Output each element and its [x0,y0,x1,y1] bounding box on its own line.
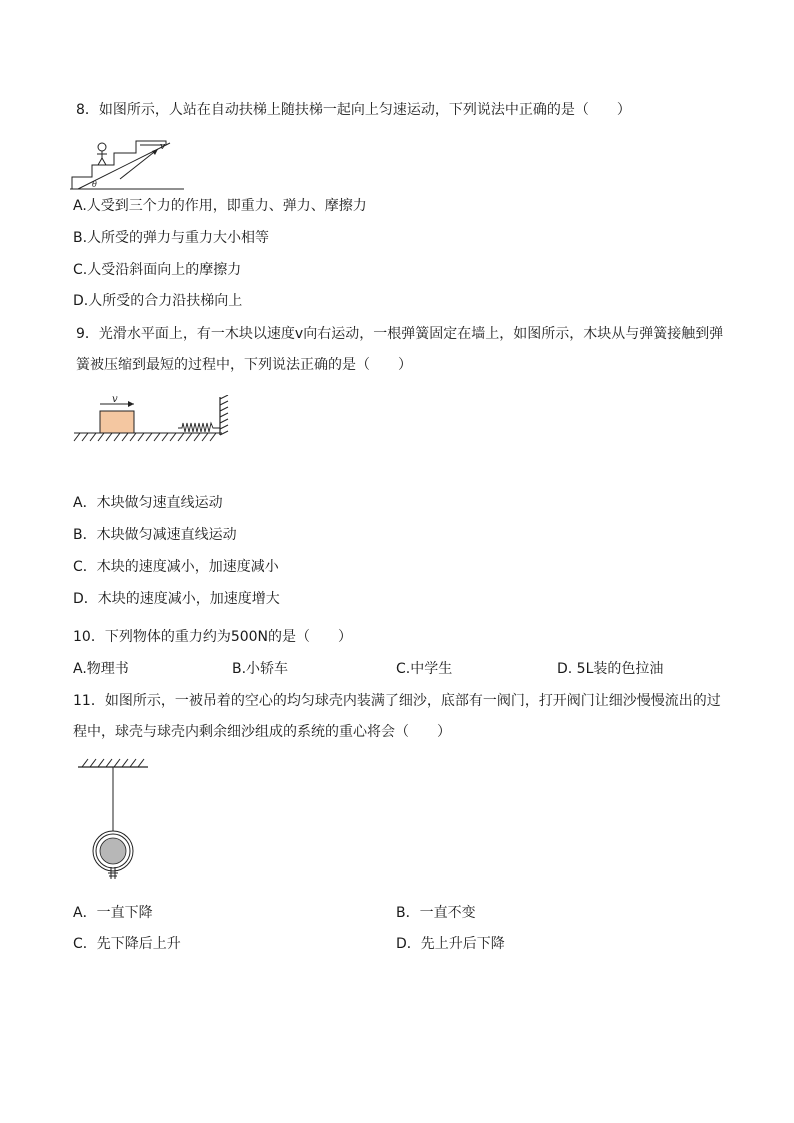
q8-option-a: A.人受到三个力的作用，即重力、弹力、摩擦力 [73,198,367,214]
q9-v-label: v [112,395,118,405]
q11-option-b: B．一直不变 [396,905,476,921]
q11-stem-line1: 11．如图所示，一被吊着的空心的均匀球壳内装满了细沙，底部有一阀门，打开阀门让细沙慢慢流出的过 [73,693,721,709]
escalator-figure [70,135,186,193]
q9-option-d: D．木块的速度减小，加速度增大 [73,591,280,607]
spring [178,423,220,432]
q10-option-b: B.小轿车 [232,661,289,677]
q9-option-a: A．木块做匀速直线运动 [73,495,223,511]
q9-stem-line1: 9．光滑水平面上，有一木块以速度v向右运动，一根弹簧固定在墙上，如图所示，木块从与弹簧接触到弹 [76,326,724,342]
q10-stem: 10．下列物体的重力约为500N的是（ ） [73,629,353,645]
person-figure [97,143,107,165]
q8-stem: 8．如图所示，人站在自动扶梯上随扶梯一起向上匀速运动，下列说法中正确的是（ ） [76,102,631,118]
block-spring-figure [70,395,236,445]
q9-option-b: B．木块做匀减速直线运动 [73,527,237,543]
hanging-shell-figure [74,755,154,885]
q8-option-d: D.人所受的合力沿扶梯向上 [73,293,243,309]
q8-option-c: C.人受沿斜面向上的摩擦力 [73,262,242,278]
q9-option-c: C．木块的速度减小，加速度减小 [73,559,279,575]
q10-option-a: A.物理书 [73,661,129,677]
q11-stem-line2: 程中，球壳与球壳内剩余细沙组成的系统的重心将会（ ） [73,724,451,740]
q8-angle-label: θ [92,180,97,189]
q11-option-a: A．一直下降 [73,905,153,921]
q9-stem-line2: 簧被压缩到最短的过程中，下列说法正确的是（ ） [76,357,412,373]
q10-option-c: C.中学生 [396,661,453,677]
wood-block [100,411,134,433]
q11-option-d: D．先上升后下降 [396,936,505,952]
sand [100,838,126,864]
q10-option-d: D. 5L装的色拉油 [557,661,664,677]
q8-v-label: v [160,142,166,152]
q8-option-b: B.人所受的弹力与重力大小相等 [73,230,270,246]
q11-option-c: C．先下降后上升 [73,936,181,952]
